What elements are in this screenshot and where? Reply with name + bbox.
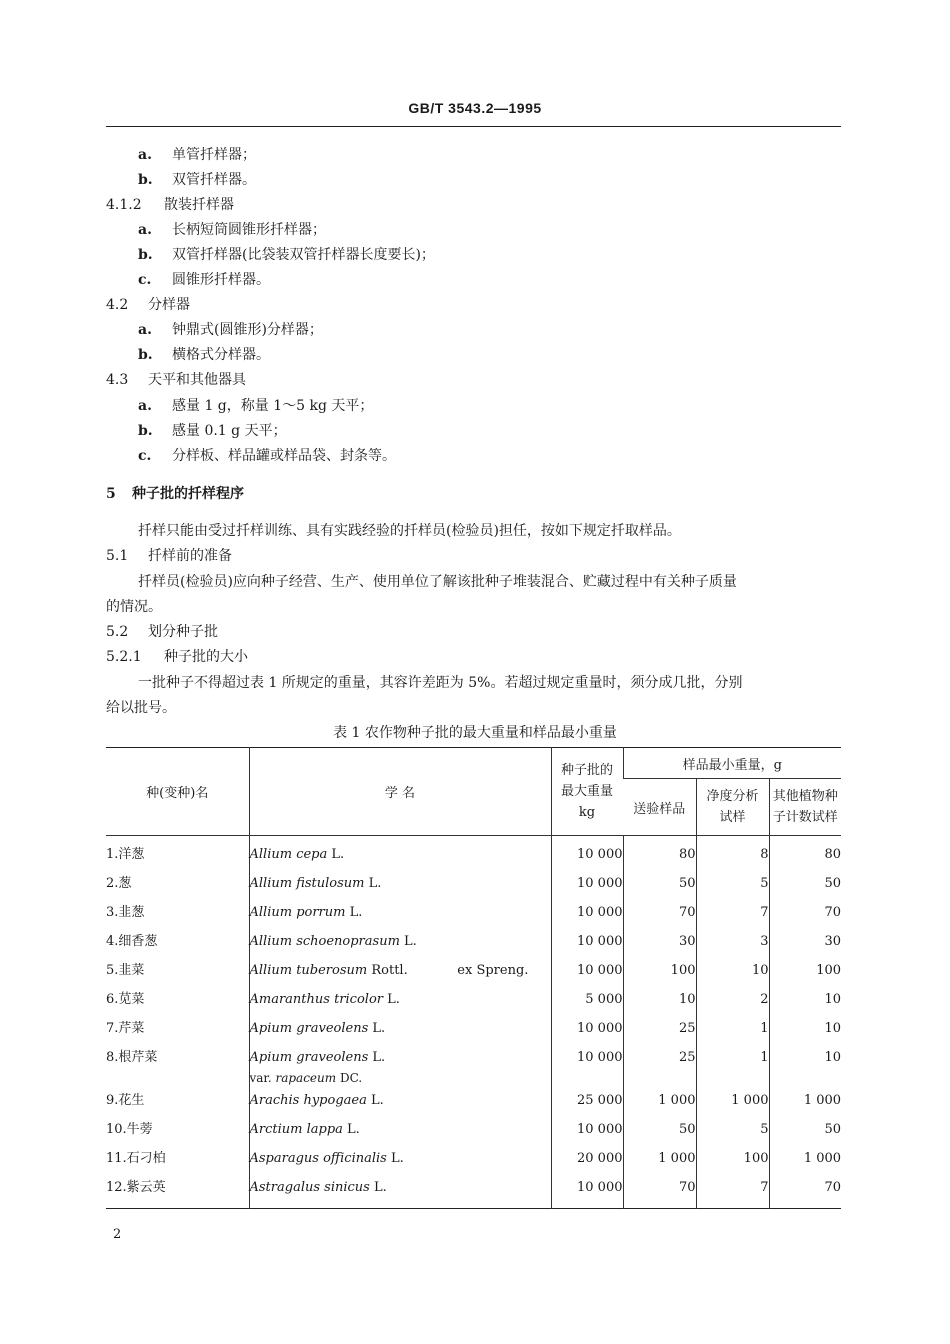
table-row [106, 836, 841, 876]
header-rule [106, 126, 841, 127]
crop-name: 7.芹菜 [106, 1021, 145, 1036]
crop-name: 6.苋菜 [106, 992, 145, 1007]
submitted-sample: 30 [623, 933, 696, 962]
latin-name: Allium schoenoprasum [249, 934, 400, 949]
table-row [106, 1020, 841, 1049]
max-weight: 10 000 [551, 962, 623, 991]
purity-sample: 5 [696, 1121, 769, 1150]
other-seed-count: 30 [769, 933, 841, 962]
table-row [106, 933, 841, 962]
submitted-sample: 1 000 [623, 1090, 696, 1121]
purity-sample: 1 [696, 1049, 769, 1090]
list-label: a. [138, 398, 152, 414]
scientific-name [249, 991, 551, 1020]
max-weight: 10 000 [551, 904, 623, 933]
section-heading [106, 485, 244, 503]
list-label: b. [138, 347, 153, 363]
scientific-name [249, 1090, 551, 1121]
scientific-name [249, 933, 551, 962]
paragraph: 一批种子不得超过表 1 所规定的重量，其容许差距为 5%。若超过规定重量时，须分成几批，分别 [138, 675, 743, 691]
header-line: 试样 [719, 810, 746, 825]
author: L. [342, 1122, 360, 1137]
column-header-scientific-name: 学 名 [249, 748, 551, 836]
list-label: c. [138, 272, 152, 288]
scientific-name [249, 1179, 551, 1209]
author: L. [368, 1021, 386, 1036]
table-row [106, 1121, 841, 1150]
section-title: 散装扦样器 [164, 197, 234, 213]
crop-name: 8.根芹菜 [106, 1050, 158, 1065]
list-text: 长柄短筒圆锥形扦样器； [172, 222, 326, 238]
latin-name: Amaranthus tricolor [249, 992, 383, 1007]
section-number: 5.2 [106, 624, 129, 640]
other-seed-count: 70 [769, 904, 841, 933]
list-item [138, 422, 287, 440]
other-seed-count: 10 [769, 1049, 841, 1090]
crop-name: 12.紫云英 [106, 1180, 166, 1195]
author: L. [382, 992, 400, 1007]
scientific-name [249, 1150, 551, 1179]
submitted-sample: 25 [623, 1020, 696, 1049]
table-row [106, 962, 841, 991]
scientific-name [249, 962, 551, 991]
list-text: 分样板、样品罐或样品袋、封条等。 [172, 448, 396, 464]
subsection-heading [106, 623, 218, 641]
submitted-sample: 80 [623, 836, 696, 876]
column-header-other-seed-count [769, 779, 841, 836]
table-row [106, 1150, 841, 1179]
latin-name: Apium graveolens [249, 1050, 369, 1065]
section-number: 5.2.1 [106, 649, 142, 665]
list-item [138, 346, 270, 364]
crop-name: 5.韭菜 [106, 963, 145, 978]
list-text: 圆锥形扦样器。 [172, 272, 270, 288]
column-header-submitted-sample: 送验样品 [623, 779, 696, 836]
crop-name: 4.细香葱 [106, 934, 158, 949]
variety-prefix: var. [249, 1071, 276, 1085]
latin-name: Allium tuberosum [249, 963, 368, 978]
author: L. [327, 847, 345, 862]
other-seed-count: 10 [769, 1020, 841, 1049]
list-item [138, 321, 323, 339]
column-header-purity-sample [696, 779, 769, 836]
other-seed-count: 10 [769, 991, 841, 1020]
list-item [138, 447, 396, 465]
purity-sample: 8 [696, 836, 769, 876]
list-label: b. [138, 172, 153, 188]
author: L. [364, 876, 382, 891]
crop-name: 3.韭葱 [106, 905, 145, 920]
purity-sample: 1 [696, 1020, 769, 1049]
list-label: a. [138, 322, 152, 338]
section-title: 种子批的大小 [164, 649, 248, 665]
scientific-name [249, 1020, 551, 1049]
latin-name: Arctium lappa [249, 1122, 343, 1137]
column-header-max-weight [551, 748, 623, 836]
purity-sample: 100 [696, 1150, 769, 1179]
variety-author: DC. [336, 1071, 363, 1085]
latin-name: Astragalus sinicus [249, 1180, 370, 1195]
list-label: b. [138, 423, 153, 439]
max-weight: 25 000 [551, 1090, 623, 1121]
list-item [138, 171, 256, 189]
header-line: 子计数试样 [772, 810, 838, 825]
table-row [106, 904, 841, 933]
max-weight: 20 000 [551, 1150, 623, 1179]
submitted-sample: 70 [623, 1179, 696, 1209]
latin-name: Allium porrum [249, 905, 346, 920]
latin-name: Apium graveolens [249, 1021, 369, 1036]
section-title: 分样器 [148, 297, 190, 313]
list-item [138, 146, 256, 164]
purity-sample: 2 [696, 991, 769, 1020]
author: L. [366, 1093, 384, 1108]
list-label: b. [138, 247, 153, 263]
author: L. [368, 1050, 386, 1065]
submitted-sample: 1 000 [623, 1150, 696, 1179]
crop-name: 2.葱 [106, 876, 132, 891]
list-label: a. [138, 147, 152, 163]
other-seed-count: 100 [769, 962, 841, 991]
table-row [106, 1090, 841, 1121]
author: L. [399, 934, 417, 949]
crop-name: 10.牛蒡 [106, 1122, 153, 1137]
other-seed-count: 1 000 [769, 1090, 841, 1121]
variety-name: rapaceum [275, 1071, 337, 1085]
author: Rottl. ex Spreng. [367, 963, 529, 978]
scientific-name [249, 1049, 551, 1090]
purity-sample: 1 000 [696, 1090, 769, 1121]
table-row [106, 875, 841, 904]
max-weight: 10 000 [551, 875, 623, 904]
section-number: 5.1 [106, 548, 129, 564]
subsection-heading [106, 547, 232, 565]
other-seed-count: 80 [769, 836, 841, 876]
max-weight: 10 000 [551, 933, 623, 962]
subsection-heading [106, 371, 246, 389]
table-caption: 表 1 农作物种子批的最大重量和样品最小重量 [333, 725, 617, 741]
section-title: 划分种子批 [148, 624, 218, 640]
submitted-sample: 70 [623, 904, 696, 933]
table-row [106, 991, 841, 1020]
header-line: 其他植物种 [772, 789, 838, 804]
list-item [138, 246, 435, 264]
max-weight: 10 000 [551, 1121, 623, 1150]
page-number: 2 [113, 1227, 122, 1242]
author: L. [369, 1180, 387, 1195]
scientific-name [249, 836, 551, 876]
seed-lot-table [106, 747, 841, 1209]
max-weight: 10 000 [551, 1179, 623, 1209]
header-line: 净度分析 [706, 789, 759, 804]
list-item [138, 271, 270, 289]
purity-sample: 7 [696, 904, 769, 933]
max-weight: 10 000 [551, 836, 623, 876]
subsection-heading [106, 648, 248, 666]
list-text: 钟鼎式(圆锥形)分样器； [172, 322, 323, 338]
subsection-heading [106, 196, 234, 214]
paragraph: 扦样员(检验员)应向种子经营、生产、使用单位了解该批种子堆装混合、贮藏过程中有关种子质量 [138, 574, 737, 590]
submitted-sample: 25 [623, 1049, 696, 1090]
header-line: 种子批的 [560, 763, 613, 778]
crop-name: 1.洋葱 [106, 847, 145, 862]
paragraph: 扦样只能由受过扦样训练、具有实践经验的扦样员(检验员)担任，按如下规定扦取样品。 [138, 523, 681, 539]
scientific-name [249, 1121, 551, 1150]
variety-line [250, 1067, 551, 1089]
section-title: 扦样前的准备 [148, 548, 232, 564]
latin-line [250, 1049, 551, 1067]
header-line: 最大重量 [560, 784, 613, 799]
list-text: 横格式分样器。 [172, 347, 270, 363]
purity-sample: 10 [696, 962, 769, 991]
max-weight: 10 000 [551, 1020, 623, 1049]
other-seed-count: 1 000 [769, 1150, 841, 1179]
scientific-name [249, 875, 551, 904]
document-header: GB/T 3543.2—1995 [408, 100, 542, 116]
other-seed-count: 50 [769, 875, 841, 904]
list-label: a. [138, 222, 152, 238]
section-title: 天平和其他器具 [148, 372, 246, 388]
column-header-name: 种(变种)名 [106, 748, 249, 836]
section-number: 4.1.2 [106, 197, 142, 213]
subsection-heading [106, 296, 190, 314]
table-row [106, 1049, 841, 1090]
list-label: c. [138, 448, 152, 464]
latin-name: Allium cepa [249, 847, 328, 862]
column-group-header-sample-weight: 样品最小重量，g [623, 748, 841, 779]
purity-sample: 3 [696, 933, 769, 962]
author: L. [386, 1151, 404, 1166]
section-number: 4.3 [106, 372, 129, 388]
scientific-name [249, 904, 551, 933]
purity-sample: 5 [696, 875, 769, 904]
purity-sample: 7 [696, 1179, 769, 1209]
max-weight: 10 000 [551, 1049, 623, 1090]
header-line: kg [578, 805, 596, 820]
submitted-sample: 10 [623, 991, 696, 1020]
paragraph: 的情况。 [106, 599, 162, 615]
submitted-sample: 50 [623, 875, 696, 904]
submitted-sample: 50 [623, 1121, 696, 1150]
submitted-sample: 100 [623, 962, 696, 991]
crop-name: 9.花生 [106, 1093, 145, 1108]
paragraph: 给以批号。 [106, 700, 176, 716]
list-item [138, 221, 326, 239]
section-title: 种子批的扦样程序 [132, 486, 244, 502]
list-text: 单管扦样器； [172, 147, 256, 163]
table-row [106, 1179, 841, 1209]
latin-name: Asparagus officinalis [249, 1151, 387, 1166]
latin-name: Arachis hypogaea [249, 1093, 367, 1108]
section-number: 4.2 [106, 297, 129, 313]
crop-name: 11.石刁柏 [106, 1151, 166, 1166]
list-text: 感量 0.1 g 天平； [172, 423, 287, 439]
latin-name: Allium fistulosum [249, 876, 365, 891]
max-weight: 5 000 [551, 991, 623, 1020]
other-seed-count: 50 [769, 1121, 841, 1150]
list-item [138, 397, 373, 415]
list-text: 双管扦样器。 [172, 172, 256, 188]
other-seed-count: 70 [769, 1179, 841, 1209]
author: L. [345, 905, 363, 920]
list-text: 双管扦样器(比袋装双管扦样器长度要长)； [172, 247, 435, 263]
list-text: 感量 1 g，称量 1～5 kg 天平； [172, 398, 374, 414]
section-number: 5 [106, 486, 116, 502]
